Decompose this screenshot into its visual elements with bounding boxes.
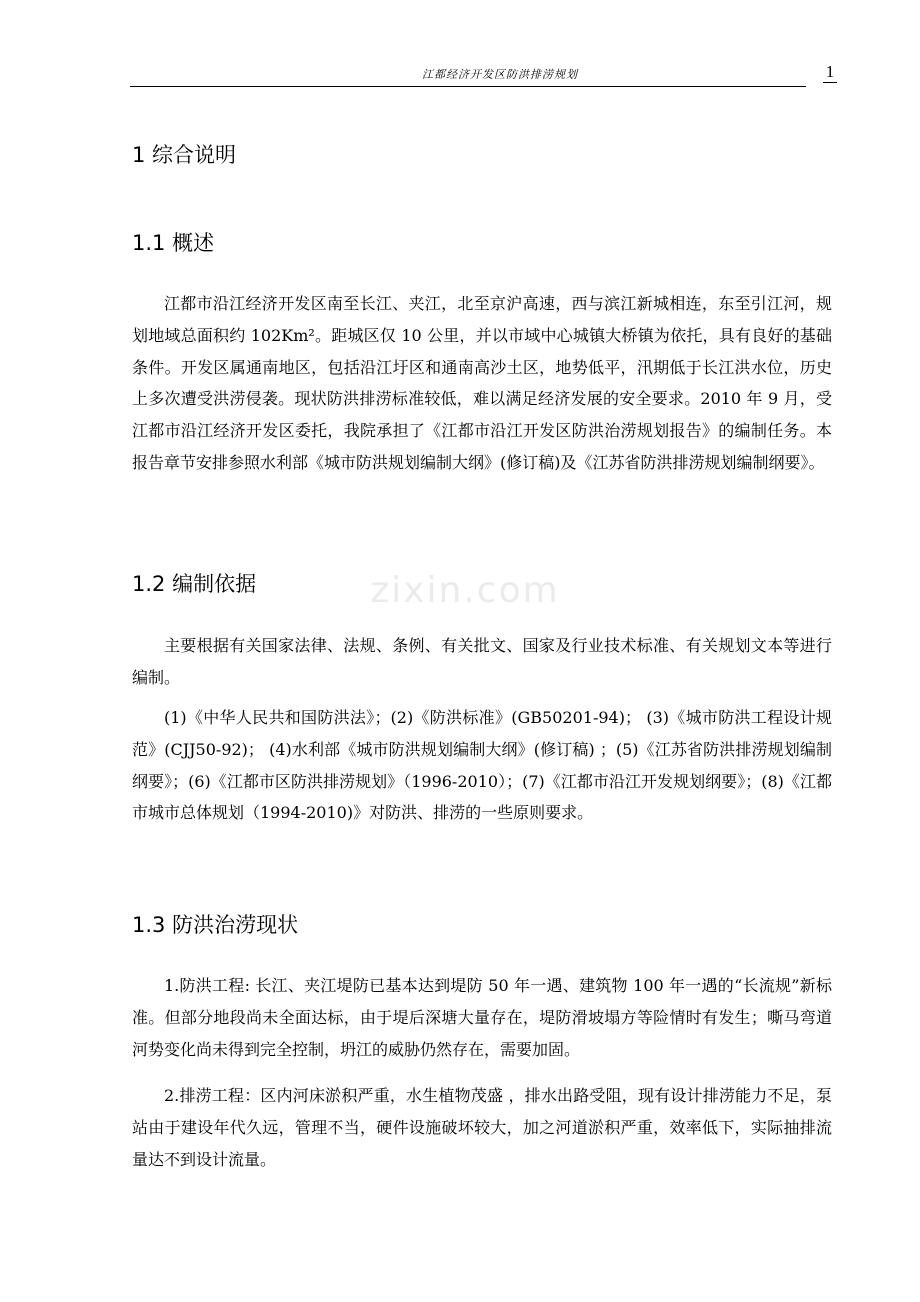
basis-intro-paragraph: 主要根据有关国家法律、法规、条例、有关批文、国家及行业技术标准、有关规划文本等进行编制。 (132, 636, 832, 687)
watermark: zixin.com (370, 570, 560, 611)
basis-list-paragraph: (1)《中华人民共和国防洪法》；(2)《防洪标准》(GB50201-94)； (3)《城市防洪工程设计规范》(CJJ50-92)； (4)水利部《城市防洪规划编制大纲》(修订稿) ；(5)《江苏省防洪排涝规划编制纲要》；(6)《江都市区防洪排涝规划》（1996-2010）；(7)《江都市沿江开发规划纲要》；(8)《江都市城市总体规划（1994-2010)》对防洪、排涝的一些原则要求。 (132, 708, 832, 823)
header-rule (130, 86, 806, 87)
chapter-heading: 1 综合说明 (132, 143, 237, 167)
drainage-paragraph: 2.排涝工程：区内河床淤积严重，水生植物茂盛 ，排水出路受阻，现有设计排涝能力不足，泵站由于建设年代久远，管理不当，硬件设施破坏较大，加之河道淤积严重，效率低下，实际抽排流量达不到设计流量。 (132, 1086, 832, 1169)
section-heading-status: 1.3 防洪治涝现状 (132, 913, 299, 937)
page-number: 1 (823, 62, 837, 83)
flood-control-paragraph: 1.防洪工程: 长江、夹江堤防已基本达到堤防 50 年一遇、建筑物 100 年一遇的“长流规”新标准。但部分地段尚未全面达标，由于堤后深塘大量存在，堤防滑坡塌方等险情时有发生；嘶马弯道河势变化尚未得到完全控制，坍江的威胁仍然存在，需要加固。 (132, 976, 832, 1059)
section-heading-basis: 1.2 编制依据 (132, 572, 257, 596)
overview-paragraph: 江都市沿江经济开发区南至长江、夹江，北至京沪高速，西与滨江新城相连，东至引江河，规划地域总面积约 102Km²。距城区仅 10 公里，并以市域中心城镇大桥镇为依托，具有良好的基础条件。开发区属通南地区，包括沿江圩区和通南高沙土区，地势低平，汛期低于长江洪水位，历史上多次遭受洪涝侵袭。现状防洪排涝标准较低，难以满足经济发展的安全要求。2010 年 9 月，受江都市沿江经济开发区委托，我院承担了《江都市沿江开发区防洪治涝规划报告》的编制任务。本报告章节安排参照水利部《城市防洪规划编制大纲》(修订稿)及《江苏省防洪排涝规划编制纲要》。 (132, 294, 832, 472)
section-heading-overview: 1.1 概述 (132, 231, 215, 255)
running-title: 江都经济开发区防洪排涝规划 (422, 68, 578, 81)
